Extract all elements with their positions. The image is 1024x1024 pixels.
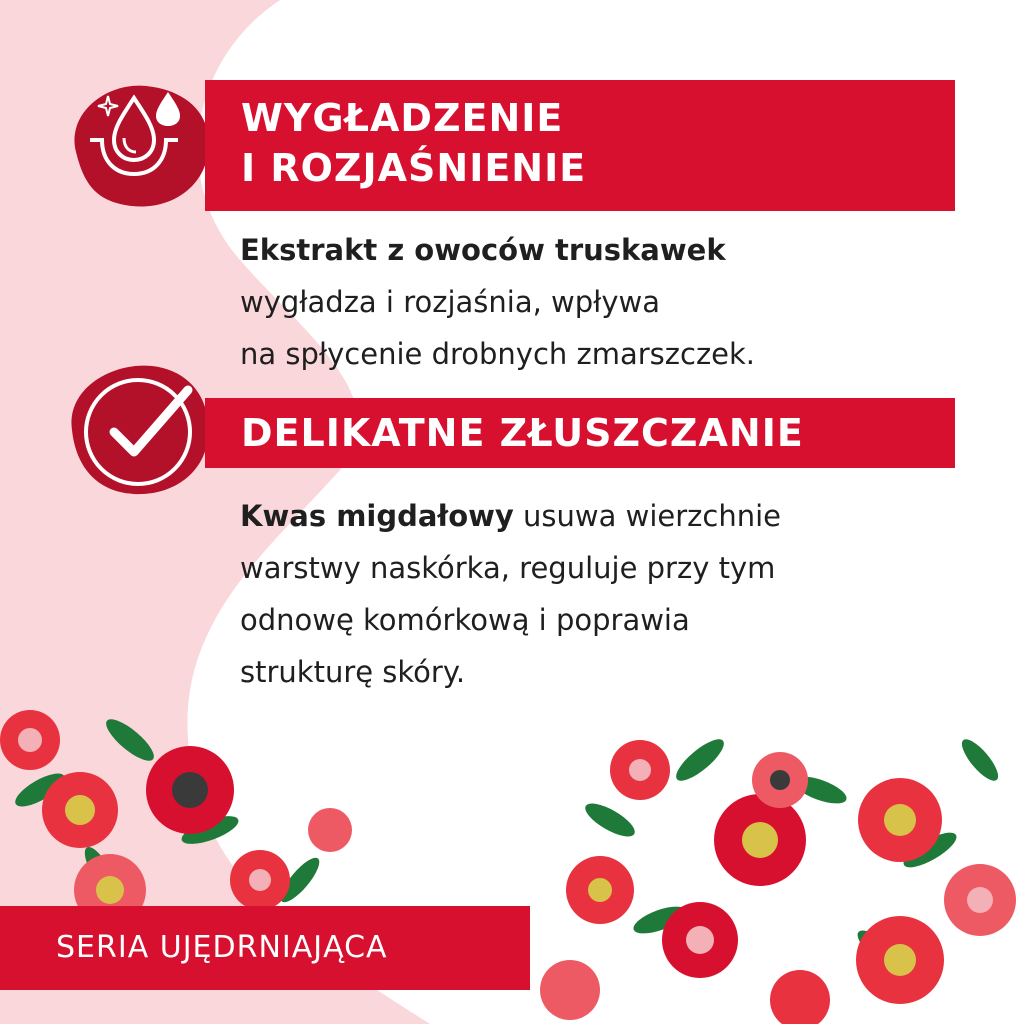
section1-body xyxy=(240,224,940,380)
section2-body-line: warstwy naskórka, reguluje przy tym xyxy=(240,551,776,585)
section1-heading-banner xyxy=(205,80,955,211)
section1-heading-line2: I ROZJAŚNIENIE xyxy=(241,146,587,190)
water-drop-icon xyxy=(56,74,216,214)
section2-body-line: strukturę skóry. xyxy=(240,655,466,689)
section1-body-line: Ekstrakt z owoców truskawek xyxy=(240,233,726,267)
section2-body-bold: Kwas migdałowy xyxy=(240,499,514,533)
section2-heading-banner xyxy=(205,398,955,468)
checkmark-badge xyxy=(60,360,216,500)
water-drop-badge xyxy=(56,74,216,214)
section1-heading-line1: WYGŁADZENIE xyxy=(241,96,564,140)
section1-body-line: wygładza i rozjaśnia, wpływa xyxy=(240,285,661,319)
section1-body-line: na spłycenie drobnych zmarszczek. xyxy=(240,337,756,371)
section2-body-line: odnowę komórkową i poprawia xyxy=(240,603,690,637)
checkmark-icon xyxy=(60,360,216,500)
section2-body-rest: usuwa wierzchnie xyxy=(513,499,781,533)
series-label: SERIA UJĘDRNIAJĄCA xyxy=(56,930,388,965)
section2-heading: DELIKATNE ZŁUSZCZANIE xyxy=(241,411,804,455)
section2-body-line xyxy=(240,490,940,542)
